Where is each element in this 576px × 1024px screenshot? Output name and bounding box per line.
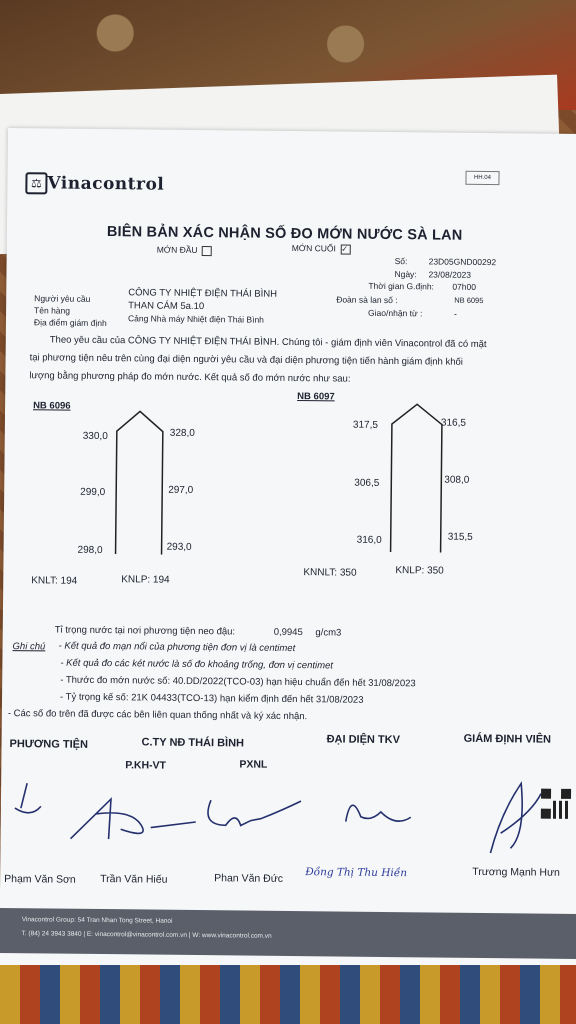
barge-1-kn-left xyxy=(31,575,77,586)
dia-diem-value: Cảng Nhà máy Nhiệt điện Thái Bình xyxy=(127,313,264,325)
nguoi-yeu-cau-label: Người yêu cầu xyxy=(34,293,91,304)
barge-2-fwd-right: 316,5 xyxy=(440,417,467,429)
barge-2-kn-right xyxy=(395,565,443,577)
mon-cuoi-option xyxy=(292,243,351,254)
barge-1-aft-right: 293,0 xyxy=(166,541,192,553)
barge-2-outline xyxy=(389,402,445,553)
sig-head-phuong-tien: PHƯƠNG TIỆN xyxy=(9,738,89,751)
company-logo: Vinacontrol xyxy=(47,173,165,195)
barge-2-kn-left-label: KNNLT: xyxy=(303,567,338,579)
intro-line-3: lượng bằng phương pháp đo mớn nước. Kết quả số đo mớn nước như sau: xyxy=(29,370,351,385)
sig-sub-pkhvt: P.KH-VT xyxy=(125,759,167,772)
mon-cuoi-label: MỚN CUỐI xyxy=(291,242,336,254)
intro-line-2: tại phương tiện nêu trên cùng đại diện người yêu cầu và đại diện phương tiện tiến hành giám định khối xyxy=(29,352,464,368)
signature-scribbles xyxy=(0,768,576,864)
page-footer xyxy=(0,908,576,959)
ten-hang-value: THAN CÁM 5a.10 xyxy=(128,300,205,313)
sig-head-giam-dinh-vien: GIÁM ĐỊNH VIÊN xyxy=(463,732,552,746)
footer-line-1: Vinacontrol Group: 54 Tran Nhan Tong Street, Hanoi xyxy=(21,916,173,925)
dia-diem-label: Địa điểm giám định xyxy=(33,317,107,329)
barge-1-kn-right-label: KNLP: xyxy=(121,574,151,586)
barge-2-kn-right-value: 350 xyxy=(427,565,444,577)
barge-1-kn-left-value: 194 xyxy=(60,575,78,587)
mon-dau-label: MỚN ĐẦU xyxy=(156,244,198,255)
document-title: BIÊN BẢN XÁC NHẬN SỐ ĐO MỚN NƯỚC SÀ LAN xyxy=(106,224,463,244)
barge-1-kn-right-value: 194 xyxy=(152,574,170,586)
barge-2-aft-right: 315,5 xyxy=(447,531,473,543)
intro-line-1: Theo yêu cầu của CÔNG TY NHIỆT ĐIỆN THÁI BÌNH. Chúng tôi - giám định viên Vinacontrol đã có mặt xyxy=(49,334,487,351)
barge-2-mid-left: 306,5 xyxy=(354,477,380,489)
sig-name-5: Trương Mạnh Hưn xyxy=(472,865,560,879)
sig-name-4: Đồng Thị Thu Hiền xyxy=(305,866,408,880)
background-tablecloth xyxy=(0,965,576,1024)
barge-2-aft-left: 316,0 xyxy=(356,534,382,546)
mon-dau-checkbox xyxy=(202,246,212,256)
doan-sa-lan-value: NB 6095 xyxy=(454,295,484,305)
barge-2-fwd-left: 317,5 xyxy=(352,419,378,431)
barge-2-kn-left-value: 350 xyxy=(339,567,357,579)
barge-2-kn-left xyxy=(303,567,356,579)
giao-nhan-value: - xyxy=(454,308,457,319)
barge-2-name: NB 6097 xyxy=(297,391,335,403)
thoi-gian-label: Thời gian G.định: xyxy=(368,280,435,292)
note-3: - Thước đo mớn nước số: 40.DD/2022(TCO-03) hạn hiệu chuẩn đến hết 31/08/2023 xyxy=(60,674,416,690)
sig-name-1: Phạm Văn Sơn xyxy=(4,873,76,886)
mon-dau-option xyxy=(157,245,212,256)
note-5: - Các số đo trên đã được các bên liên quan thống nhất và ký xác nhận. xyxy=(7,708,308,723)
scales-logo-icon: ⚖ xyxy=(25,172,47,194)
sig-head-cty: C.TY NĐ THÁI BÌNH xyxy=(141,736,245,750)
sig-head-dai-dien: ĐẠI DIỆN TKV xyxy=(326,733,401,747)
barge-1-fwd-right: 328,0 xyxy=(169,427,195,439)
ghi-chu-label: Ghi chú xyxy=(12,641,46,653)
ten-hang-label: Tên hàng xyxy=(34,305,71,316)
nguoi-yeu-cau-value: CÔNG TY NHIỆT ĐIỆN THÁI BÌNH xyxy=(128,287,278,300)
density-line xyxy=(55,625,342,639)
density-label: Tỉ trọng nước tại nơi phương tiện neo đậu: xyxy=(54,624,236,638)
form-code: HH.04 xyxy=(465,171,499,185)
barge-1-fwd-left: 330,0 xyxy=(82,430,108,443)
sig-sub-pxnl: PXNL xyxy=(239,758,268,771)
document-page xyxy=(0,128,576,984)
ngay-label: Ngày: xyxy=(394,269,417,280)
note-4: - Tỷ trọng kế số: 21K 04433(TCO-13) hạn kiểm định đến hết 31/08/2023 xyxy=(59,691,364,706)
barge-1-kn-right xyxy=(121,574,169,586)
giao-nhan-label: Giao/nhận từ : xyxy=(368,307,423,319)
qr-code-icon xyxy=(541,789,571,819)
doan-sa-lan-label: Đoàn sà lan số : xyxy=(336,294,398,306)
density-value: 0,9945 xyxy=(273,626,303,639)
barge-1-name: NB 6096 xyxy=(33,400,71,412)
mon-cuoi-checkbox: ✓ xyxy=(340,244,350,254)
barge-2-mid-right: 308,0 xyxy=(444,474,470,486)
note-2: - Kết quả đo các két nước là số đo khoảng trống, đơn vị centimet xyxy=(60,657,334,672)
sig-name-2: Trần Văn Hiếu xyxy=(100,873,168,886)
barge-1-mid-right: 297,0 xyxy=(168,484,194,496)
barge-2-kn-right-label: KNLP: xyxy=(395,565,425,577)
note-1: - Kết quả đo mạn nổi của phương tiện đơn vị là centimet xyxy=(58,640,296,655)
so-value: 23D05GND00292 xyxy=(428,256,497,268)
sig-name-3: Phan Văn Đức xyxy=(214,872,284,885)
so-label: Số: xyxy=(394,256,408,267)
thoi-gian-value: 07h00 xyxy=(452,281,477,292)
density-unit: g/cm3 xyxy=(315,627,342,639)
barge-1-outline xyxy=(114,409,166,555)
barge-1-mid-left: 299,0 xyxy=(80,486,106,499)
barge-1-aft-left: 298,0 xyxy=(77,544,103,557)
barge-1-kn-left-label: KNLT: xyxy=(31,575,58,587)
footer-line-2: T. (84) 24 3943 3840 | E: vinacontrol@vinacontrol.com.vn | W: www.vinacontrol.com.vn xyxy=(21,930,272,940)
ngay-value: 23/08/2023 xyxy=(428,269,472,280)
